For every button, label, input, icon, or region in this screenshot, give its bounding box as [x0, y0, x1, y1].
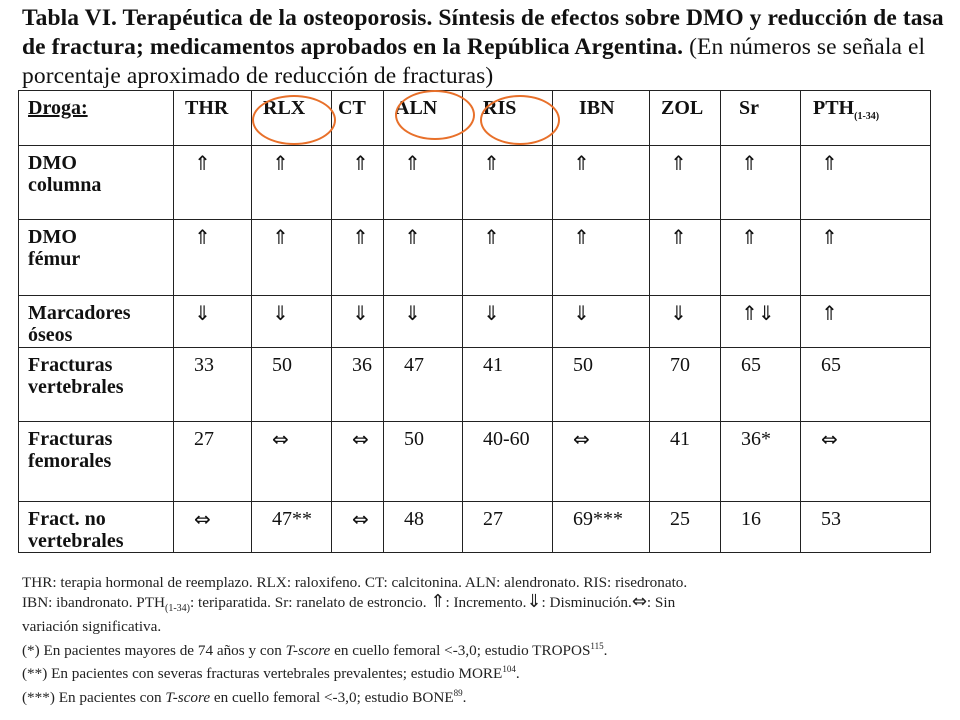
footnote-abbrev-1: THR: terapia hormonal de reemplazo. RLX: raloxifeno. CT: calcitonina. ALN: alendronato. RIS: risedronato. — [22, 574, 688, 591]
table-cell: 33 — [174, 348, 252, 422]
footnote-abbrev-2: IBN: ibandronato. $PTH_{(1-34)}$: teriparatida. Sr: ranelato de estroncio. ⇑: Incremento.⇓: Disminución.⇔: Sin — [22, 590, 676, 614]
up-arrow-icon: ⇑ — [430, 590, 446, 612]
equal-arrow-icon: ⇔ — [631, 590, 647, 612]
table-cell: ⇓ — [332, 296, 384, 348]
table-cell: ⇔ — [553, 422, 650, 502]
table-cell: ⇓ — [252, 296, 332, 348]
table-cell: 47 — [384, 348, 463, 422]
table-cell: ⇓ — [174, 296, 252, 348]
table-cell: 36 — [332, 348, 384, 422]
table-cell: 16 — [721, 502, 801, 553]
footnote-abbrev-3: variación significativa. — [22, 618, 162, 636]
table-cell: 53 — [801, 502, 931, 553]
table-title — [22, 4, 947, 91]
table-cell: ⇑ — [801, 220, 931, 296]
table-cell: ⇑ — [463, 146, 553, 220]
table-cell: 50 — [252, 348, 332, 422]
table-cell: ⇑⇓ — [721, 296, 801, 348]
table-cell: ⇑ — [463, 220, 553, 296]
row-label: Fracturas femorales — [19, 422, 174, 502]
footnote-triple-asterisk: (***) En pacientes con T-score en cuello femoral <-3,0; estudio BONE$^{89}$. — [22, 688, 467, 707]
header-thr: THR — [174, 91, 252, 146]
row-label: DMO columna — [19, 146, 174, 220]
table-cell: ⇑ — [174, 146, 252, 220]
table-cell: 70 — [650, 348, 721, 422]
header-droga: Droga: — [19, 91, 174, 146]
table-header-row — [19, 91, 931, 146]
row-label: DMO fémur — [19, 220, 174, 296]
table-cell: 47** — [252, 502, 332, 553]
table-cell: ⇑ — [553, 220, 650, 296]
table-cell: ⇔ — [332, 422, 384, 502]
header-pth: $PTH_{(1-34)}$ — [801, 91, 931, 146]
table-cell: 27 — [463, 502, 553, 553]
table-cell: 36* — [721, 422, 801, 502]
table-cell: ⇔ — [801, 422, 931, 502]
table-row — [19, 348, 931, 422]
header-aln: ALN — [384, 91, 463, 146]
table-cell: ⇑ — [332, 146, 384, 220]
table-cell: ⇔ — [252, 422, 332, 502]
header-ris: RIS — [463, 91, 553, 146]
header-zol: ZOL — [650, 91, 721, 146]
table-cell: ⇑ — [650, 146, 721, 220]
table-cell: ⇑ — [721, 220, 801, 296]
table-row — [19, 220, 931, 296]
table-cell: ⇑ — [252, 146, 332, 220]
footnote-double-asterisk: (**) En pacientes con severas fracturas vertebrales prevalentes; estudio MORE$^{104}$. — [22, 664, 520, 683]
table-body — [19, 146, 931, 553]
table-cell: ⇔ — [332, 502, 384, 553]
table-cell: 50 — [553, 348, 650, 422]
table-row — [19, 422, 931, 502]
table-cell: ⇓ — [650, 296, 721, 348]
table-title-subtitle: (En números se señala el porcentaje aproximado de reducción de fracturas) — [22, 34, 926, 89]
table-cell: ⇑ — [553, 146, 650, 220]
header-rlx: RLX — [252, 91, 332, 146]
table-footnotes — [22, 574, 952, 708]
table-title-bold: Tabla VI. Terapéutica de la osteoporosis. Síntesis de efectos sobre DMO y reducción de tasa de fractura; medicamentos aprobados en la República Argentina. — [22, 5, 944, 60]
header-ibn: IBN — [553, 91, 650, 146]
table-cell: ⇑ — [252, 220, 332, 296]
table-cell: 48 — [384, 502, 463, 553]
table-cell: 50 — [384, 422, 463, 502]
table-cell: ⇑ — [174, 220, 252, 296]
table-cell: ⇓ — [553, 296, 650, 348]
table-cell: 25 — [650, 502, 721, 553]
row-label: Fract. no vertebrales — [19, 502, 174, 553]
table-cell: ⇑ — [384, 220, 463, 296]
table-cell: ⇓ — [384, 296, 463, 348]
row-label: Fracturas vertebrales — [19, 348, 174, 422]
table-cell: 40-60 — [463, 422, 553, 502]
table-cell: 41 — [463, 348, 553, 422]
table-cell: 69*** — [553, 502, 650, 553]
osteoporosis-therapy-table — [18, 90, 931, 553]
table-cell: ⇑ — [801, 296, 931, 348]
table-cell: 41 — [650, 422, 721, 502]
table-cell: ⇑ — [801, 146, 931, 220]
table-row — [19, 296, 931, 348]
table-cell: ⇔ — [174, 502, 252, 553]
table-cell: ⇓ — [463, 296, 553, 348]
table-cell: ⇑ — [721, 146, 801, 220]
table-cell: 65 — [801, 348, 931, 422]
table-cell: ⇑ — [384, 146, 463, 220]
table-cell: 27 — [174, 422, 252, 502]
table-cell: ⇑ — [650, 220, 721, 296]
down-arrow-icon: ⇓ — [526, 590, 542, 612]
table-row — [19, 502, 931, 553]
table-cell: 65 — [721, 348, 801, 422]
row-label: Marcadores óseos — [19, 296, 174, 348]
footnote-single-asterisk: (*) En pacientes mayores de 74 años y con T-score en cuello femoral <-3,0; estudio TROPOS$^{115}$. — [22, 640, 608, 659]
table-cell: ⇑ — [332, 220, 384, 296]
header-sr: Sr — [721, 91, 801, 146]
table-row — [19, 146, 931, 220]
header-ct: CT — [332, 91, 384, 146]
